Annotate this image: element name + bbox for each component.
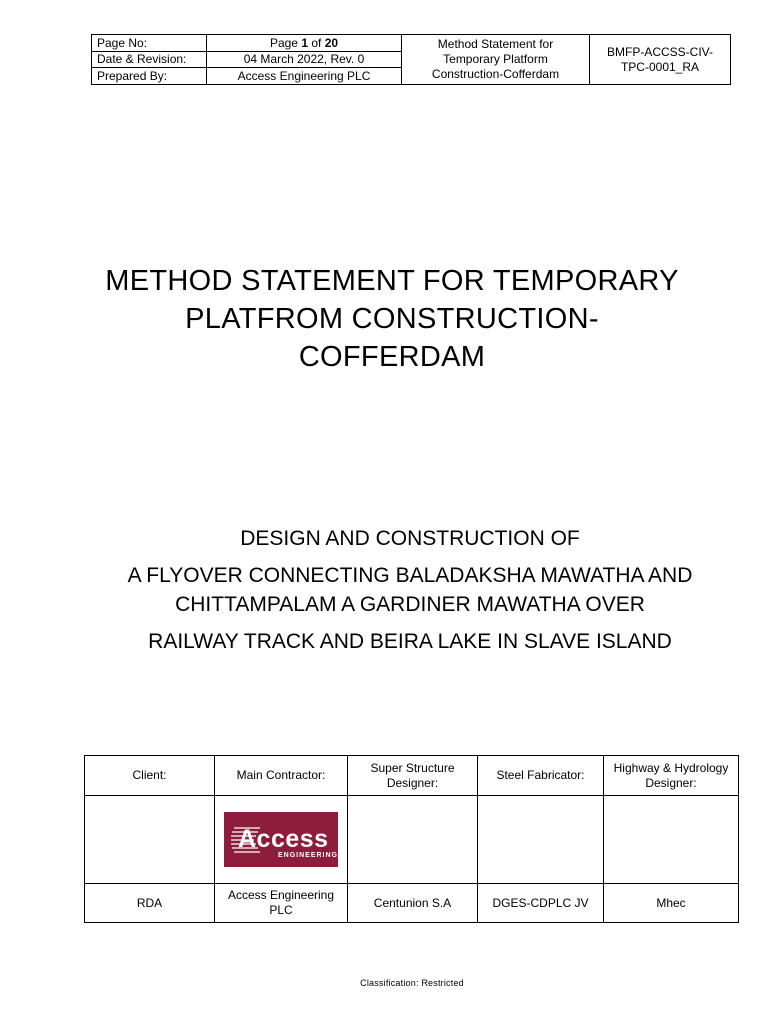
super-designer-header [348, 756, 478, 796]
doc-code-line1: BMFP-ACCSS-CIV- [606, 44, 713, 59]
client-name: RDA [85, 884, 215, 923]
super-designer-logo-cell [348, 796, 478, 884]
doc-title-line3: Construction-Cofferdam [431, 67, 560, 81]
page-total: 20 [324, 35, 339, 50]
doc-title-line2: Temporary Platform [443, 52, 548, 66]
main-contractor-name [215, 884, 348, 923]
doc-code-line2: TPC-0001_RA [620, 59, 700, 74]
date-value: 04 March 2022, Rev. 0 [207, 51, 402, 68]
doc-code-cell [590, 35, 731, 85]
access-engineering-logo [224, 812, 338, 867]
main-contractor-header: Main Contractor: [215, 756, 348, 796]
main-contractor-name-line1: Access Engineering [227, 888, 335, 902]
page-word: Page [269, 35, 302, 50]
super-designer-name: Centunion S.A [348, 884, 478, 923]
title-line1: METHOD STATEMENT FOR TEMPORARY [105, 265, 679, 297]
highway-designer-header-line1: Highway & Hydrology [613, 760, 729, 775]
highway-designer-name: Mhec [604, 884, 739, 923]
steel-fabricator-logo-cell [478, 796, 604, 884]
subtitle-line3: CHITTAMPALAM A GARDINER MAWATHA OVER [175, 593, 645, 616]
subtitle-line4: RAILWAY TRACK AND BEIRA LAKE IN SLAVE ISLAND [148, 630, 672, 653]
steel-fabricator-header: Steel Fabricator: [478, 756, 604, 796]
logo-word: Access [238, 825, 329, 853]
title-line3: COFFERDAM [298, 341, 486, 373]
highway-designer-header-line2: Designer: [645, 775, 697, 790]
highway-designer-header [604, 756, 739, 796]
title-line2: PLATFROM CONSTRUCTION- [185, 303, 599, 335]
page-title [60, 262, 724, 376]
doc-title-cell [402, 35, 590, 85]
date-label: Date & Revision: [92, 51, 207, 68]
steel-fabricator-name: DGES-CDPLC JV [478, 884, 604, 923]
parties-table [84, 755, 739, 923]
super-designer-header-line2: Designer: [386, 775, 439, 790]
main-contractor-name-line2: PLC [269, 903, 293, 917]
page-of: of [308, 35, 325, 50]
classification-footer: Classification: Restricted [360, 978, 464, 988]
page-no-value [207, 35, 402, 52]
page-no-label: Page No: [92, 35, 207, 52]
main-contractor-logo-cell [215, 796, 348, 884]
subtitle-line1: DESIGN AND CONSTRUCTION OF [240, 527, 580, 550]
subtitle-line2: A FLYOVER CONNECTING BALADAKSHA MAWATHA AND [127, 564, 693, 587]
logo-subword: ENGINEERING [278, 852, 338, 859]
document-header-table [91, 34, 731, 85]
page-current: 1 [301, 35, 308, 50]
highway-designer-logo-cell [604, 796, 739, 884]
prepared-label: Prepared By: [92, 68, 207, 85]
doc-title-line1: Method Statement for [437, 37, 554, 51]
project-subtitle [60, 524, 760, 656]
super-designer-header-line1: Super Structure [370, 760, 455, 775]
client-header: Client: [85, 756, 215, 796]
client-logo-cell [85, 796, 215, 884]
prepared-value: Access Engineering PLC [207, 68, 402, 85]
